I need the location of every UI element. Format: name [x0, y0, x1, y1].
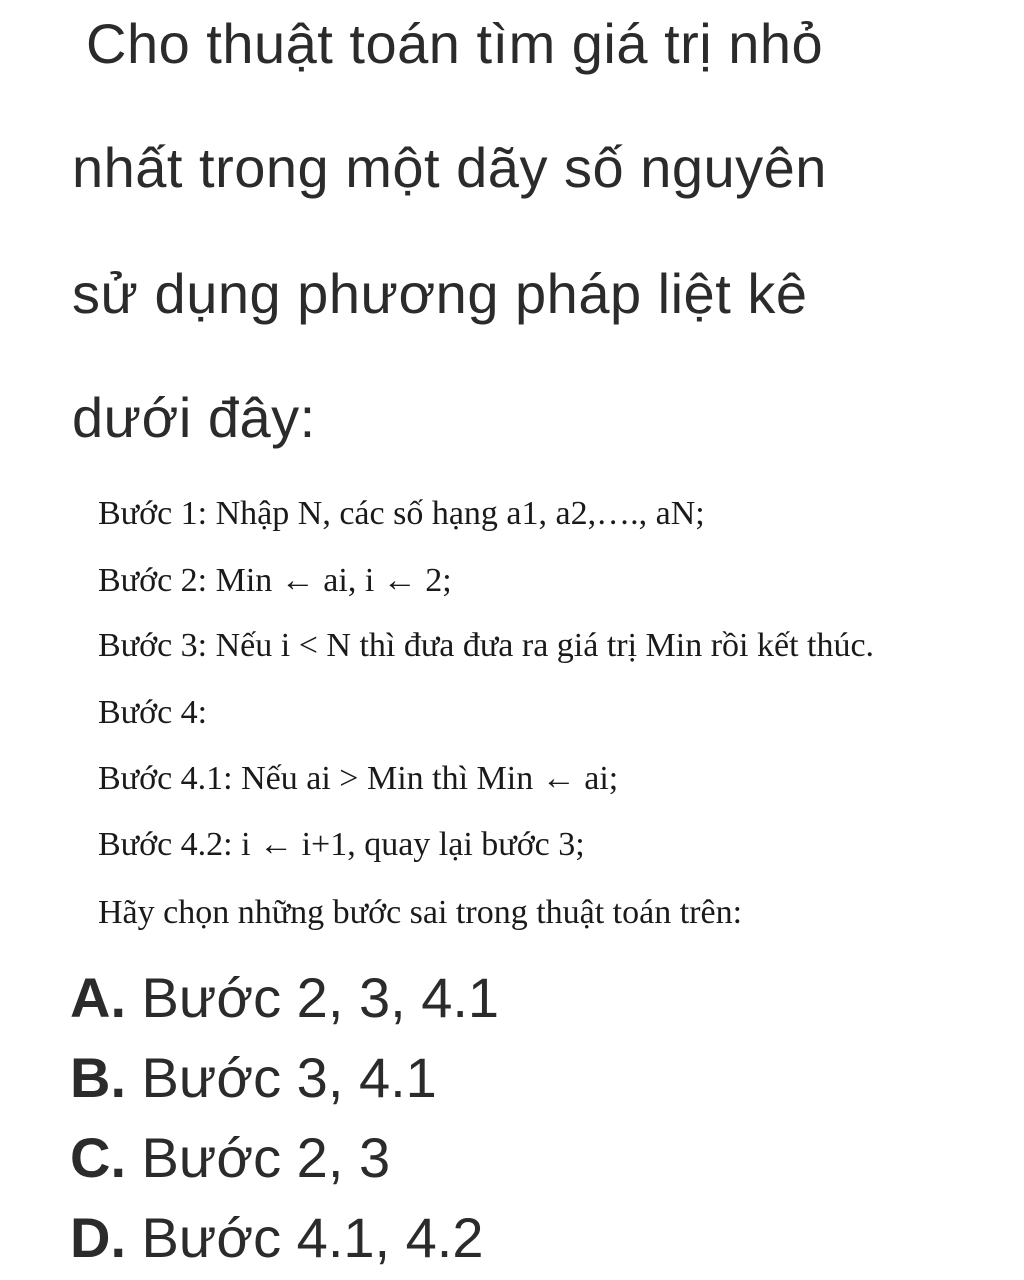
- question-line-3: sử dụng phương pháp liệt kê: [72, 262, 808, 325]
- option-c-text: Bước 2, 3: [126, 1126, 391, 1189]
- option-d-letter: D.: [70, 1206, 126, 1269]
- question-line-2: nhất trong một dãy số nguyên: [72, 136, 827, 199]
- option-a-text: Bước 2, 3, 4.1: [126, 966, 500, 1029]
- option-a[interactable]: [70, 966, 499, 1030]
- option-c[interactable]: [70, 1126, 390, 1190]
- question-line-4: dưới đây:: [72, 386, 316, 449]
- step-4-2: Bước 4.2: i ← i+1, quay lại bước 3;: [98, 826, 585, 863]
- step-4: Bước 4:: [98, 694, 208, 731]
- question-line-1: Cho thuật toán tìm giá trị nhỏ: [86, 12, 824, 75]
- step-3: Bước 3: Nếu i < N thì đưa đưa ra giá trị Min rồi kết thúc.: [98, 627, 875, 664]
- option-b[interactable]: [70, 1046, 437, 1110]
- option-d[interactable]: [70, 1206, 484, 1270]
- option-d-text: Bước 4.1, 4.2: [126, 1206, 484, 1269]
- step-4-1: Bước 4.1: Nếu ai > Min thì Min ← ai;: [98, 760, 619, 797]
- option-c-letter: C.: [70, 1126, 126, 1189]
- option-b-letter: B.: [70, 1046, 126, 1109]
- option-a-letter: A.: [70, 966, 126, 1029]
- step-2: Bước 2: Min ← ai, i ← 2;: [98, 562, 452, 599]
- option-b-text: Bước 3, 4.1: [126, 1046, 437, 1109]
- step-1: Bước 1: Nhập N, các số hạng a1, a2,…., aN;: [98, 495, 705, 532]
- question-prompt: Hãy chọn những bước sai trong thuật toán trên:: [98, 894, 743, 931]
